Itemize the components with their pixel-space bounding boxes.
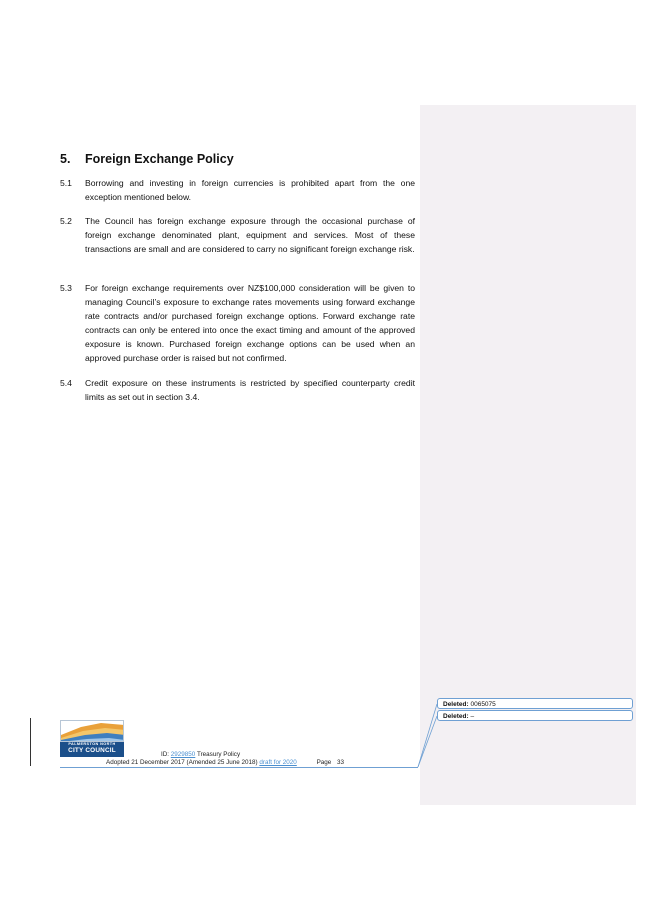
- paragraph-text: The Council has foreign exchange exposure through the occasional purchase of foreign exchange denominated plant, equipment and services. Most of these transactions are small and are considered to carry no significant foreign exchange risk.: [85, 216, 415, 254]
- comment-balloon-2[interactable]: [437, 710, 633, 721]
- footer-id-value[interactable]: 2929850: [170, 751, 196, 758]
- footer-doc-title: Treasury Policy: [196, 751, 241, 758]
- logo-line-1: PALMERSTON NORTH: [68, 742, 116, 746]
- footer-adopted: Adopted 21 December 2017 (Amended 25 June 2018): [106, 759, 258, 766]
- paragraph-text: Borrowing and investing in foreign currencies is prohibited apart from the one exception mentioned below.: [85, 178, 415, 202]
- comment-value: 0065075: [470, 701, 496, 708]
- paragraph-text: Credit exposure on these instruments is restricted by specified counterparty credit limits as set out in section 3.4.: [85, 378, 415, 402]
- logo-line-2: CITY COUNCIL: [68, 747, 116, 754]
- section-number: 5.: [60, 152, 71, 166]
- comment-label: Deleted:: [443, 701, 469, 708]
- paragraph-number: 5.2: [60, 216, 72, 226]
- footer-page-number: 33: [337, 759, 345, 766]
- comment-label: Deleted:: [443, 713, 469, 720]
- paragraph-number: 5.3: [60, 283, 72, 293]
- paragraph-text: For foreign exchange requirements over NZ$100,000 consideration will be given to managing Council’s exposure to exchange rates movements using forward exchange rate contracts and/or purchased foreign exchange options. Forward exchange rate contracts can only be entered into once the exact timing and amount of the approved exposure is known. Purchased foreign exchange options can be used when an approved purchase order is raised but not confirmed.: [85, 283, 415, 363]
- comment-value: –: [470, 713, 475, 720]
- paragraph-number: 5.1: [60, 178, 72, 188]
- section-title: Foreign Exchange Policy: [85, 152, 234, 166]
- footer-draft[interactable]: draft for 2020: [259, 759, 297, 766]
- footer-page-label: Page: [316, 759, 332, 766]
- footer-id-label: ID:: [161, 751, 170, 758]
- comment-balloon-1[interactable]: [437, 698, 633, 709]
- paragraph-number: 5.4: [60, 378, 72, 388]
